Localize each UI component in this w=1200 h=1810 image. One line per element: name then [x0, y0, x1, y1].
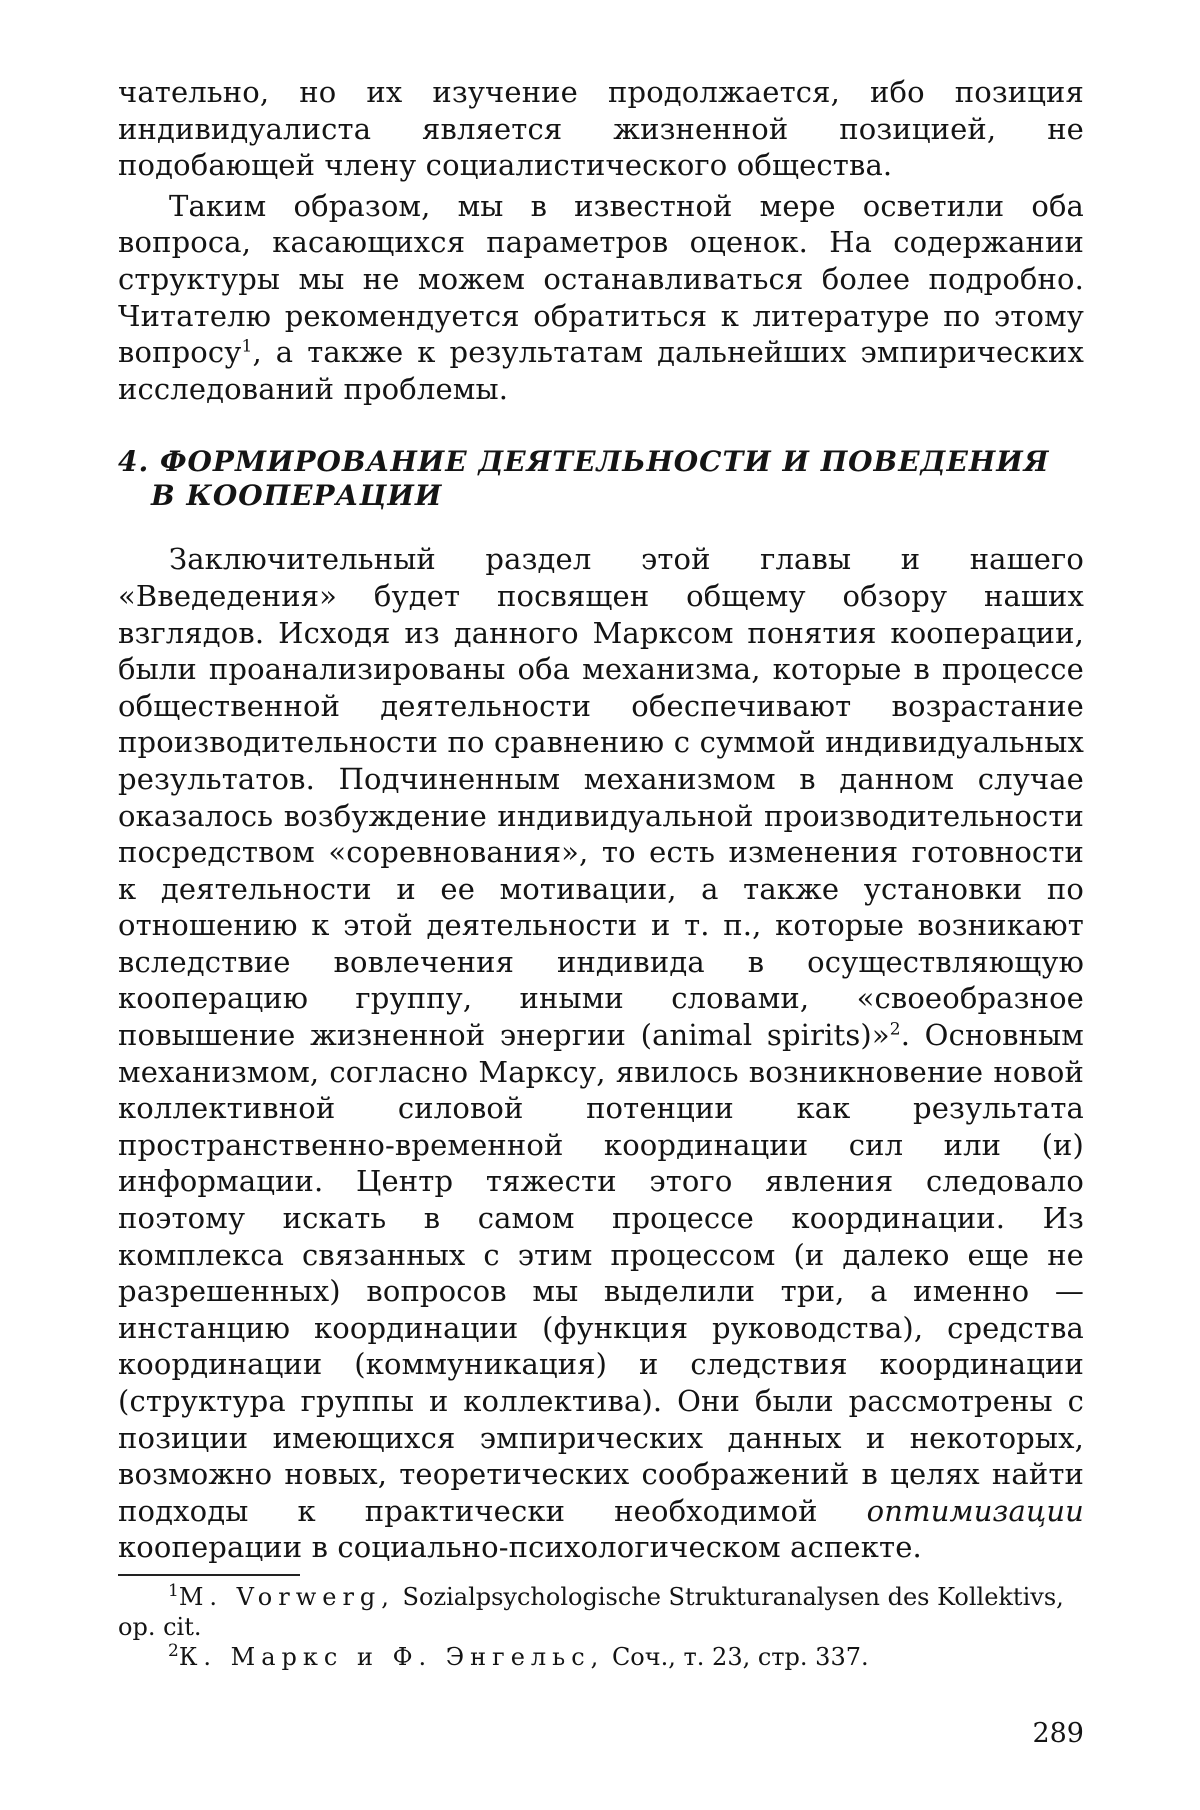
paragraph-text-end: кооперации в социально-психологическом аспекте. [118, 1530, 922, 1565]
paragraph-text: чательно, но их изучение продолжается, ибо позиция индивидуалиста является жизненной позицией, не подобающей члену социалистического общества. [118, 75, 1084, 183]
paragraph-text: Заключительный раздел этой главы и нашего «Введедения» будет посвящен общему обзору наших взглядов. Исходя из данного Марксом понятия кооперации, были проанализированы оба механизма, которые в процессе общественной деятельности обеспечивают возрастание производительности по сравнению с суммой индивидуальных результатов. Подчиненным механизмом в данном случае оказалось возбуждение индивидуальной производительности посредством «соревнования», то есть изменения готовности к деятельности и ее мотивации, а также установки по отношению к этой деятельности и т. п., которые возникают вследствие вовлечения индивида в осуществляющую кооперацию группу, иными словами, «своеобразное повышение жизненной энергии (animal spirits)» [118, 542, 1084, 1053]
section-heading [118, 445, 1084, 513]
paragraph-text: Таким образом, мы в известной мере осветили оба вопроса, касающихся параметров оценок. На содержании структуры мы не можем останавливаться более подробно. Читателю рекомендуется обратиться к литературе по этому вопросу [118, 188, 1084, 370]
paragraph-summary [118, 188, 1084, 408]
footnote-mark: 1 [168, 1580, 179, 1601]
section-heading-line-2: В КООПЕРАЦИИ [151, 479, 443, 513]
footnote-divider [118, 1574, 300, 1576]
footnote-reference[interactable]: 2 [889, 1019, 901, 1040]
emphasized-word: оптимизации [866, 1493, 1084, 1528]
footnote-author: M. Vorwerg, [178, 1582, 395, 1611]
paragraph-text-tail: , а также к результатам дальнейших эмпирических исследований проблемы. [118, 335, 1084, 406]
footnote-reference[interactable]: 1 [241, 336, 253, 357]
footnote-mark: 2 [168, 1640, 179, 1661]
footnote-2 [118, 1642, 1084, 1672]
footnote-author: К. Маркс и Ф. Энгельс, [178, 1642, 605, 1671]
paragraph-text-continued: . Основным механизмом, согласно Марксу, явилось возникновение новой коллективной силовой потенции как результата пространственно-временной координации сил или (и) информации. Центр тяжести этого явления следовало поэтому искать в самом процессе координации. Из комплекса связанных с этим процессом (и далеко еще не разрешенных) вопросов мы выделили три, а именно — инстанцию координации (функция руководства), средства координации (коммуникация) и следствия координации (структура группы и коллектива). Они были рассмотрены с позиции имеющихся эмпирических данных и некоторых, возможно новых, теоретических соображений в целях найти подходы к практически необходимой [118, 1018, 1084, 1528]
page-number: 289 [1032, 1718, 1084, 1749]
paragraph-continued [118, 74, 1084, 184]
section-heading-line-1: 4. ФОРМИРОВАНИЕ ДЕЯТЕЛЬНОСТИ И ПОВЕДЕНИЯ [118, 445, 1050, 479]
footnote-1 [118, 1582, 1084, 1642]
footnote-text: Соч., т. 23, стр. 337. [604, 1642, 869, 1671]
book-page [118, 74, 1084, 1774]
footnote-text: Sozialpsychologische Strukturanalysen des Kollektivs, op. cit. [118, 1582, 1064, 1641]
paragraph-main [118, 541, 1084, 1566]
